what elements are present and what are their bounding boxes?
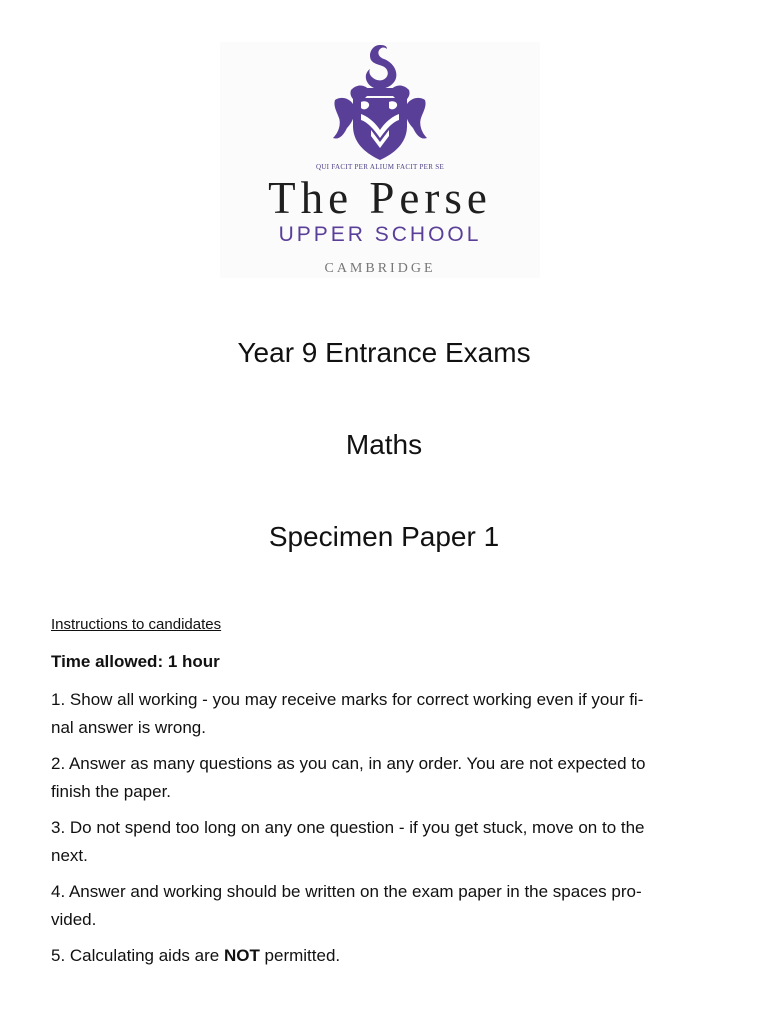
- instruction-item: [51, 942, 717, 970]
- instruction-prefix: 5. Calculating aids are: [51, 946, 224, 965]
- instruction-line: next.: [51, 846, 88, 865]
- school-motto: QUI FACIT PER ALIUM FACIT PER SE: [315, 163, 445, 171]
- instruction-item: [51, 686, 717, 742]
- instruction-item: [51, 878, 717, 934]
- instructions-heading: Instructions to candidates: [51, 616, 222, 633]
- instruction-line: nal answer is wrong.: [51, 718, 206, 737]
- time-allowed: Time allowed: 1 hour: [51, 652, 220, 671]
- instruction-line: 3. Do not spend too long on any one question - if you get stuck, move on to the: [51, 818, 645, 837]
- instruction-emphasis: NOT: [223, 946, 260, 965]
- subject-title: Maths: [345, 429, 423, 460]
- instruction-suffix: permitted.: [259, 946, 341, 965]
- school-logo: [220, 42, 540, 278]
- instructions-list: [51, 686, 717, 978]
- instruction-line: finish the paper.: [51, 782, 172, 801]
- instruction-line: vided.: [51, 910, 97, 929]
- instruction-line: 2. Answer as many questions as you can, in any order. You are not expected to: [51, 754, 646, 773]
- school-name: The Perse: [268, 173, 492, 223]
- school-subtitle: UPPER SCHOOL: [278, 223, 482, 246]
- school-city: CAMBRIDGE: [324, 261, 436, 276]
- instruction-item: [51, 814, 717, 870]
- instruction-line: 4. Answer and working should be written on the exam paper in the spaces pro-: [51, 882, 642, 901]
- school-crest-icon: [323, 42, 437, 168]
- instruction-item: [51, 750, 717, 806]
- instruction-line: 1. Show all working - you may receive marks for correct working even if your fi-: [51, 690, 644, 709]
- exam-title: Year 9 Entrance Exams: [237, 337, 531, 368]
- paper-title: Specimen Paper 1: [268, 521, 500, 552]
